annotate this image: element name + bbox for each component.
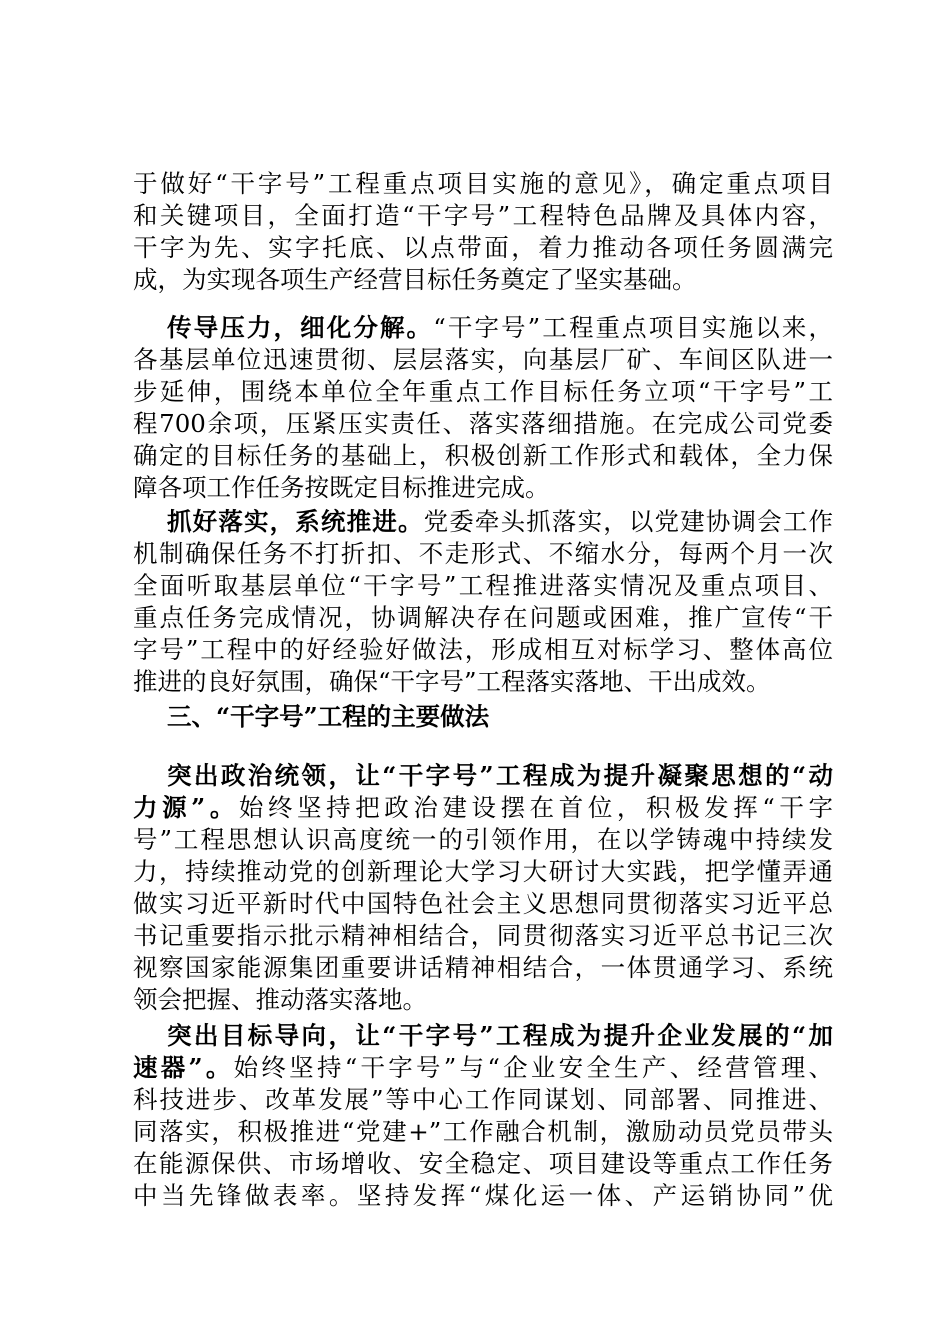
text-line: 成，为实现各项生产经营目标任务奠定了坚实基础。	[133, 265, 697, 294]
text-line	[133, 312, 833, 344]
text-line: 障各项工作任务按既定目标推进完成。	[133, 473, 550, 502]
text-line: 重点任务完成情况，协调解决存在问题或困难，推广宣传“干	[133, 603, 833, 632]
paragraph-5	[133, 1020, 833, 1212]
text-line: 和关键项目，全面打造“干字号”工程特色品牌及具体内容，	[133, 201, 833, 230]
text-line: 科技进步、改革发展”等中心工作同谋划、同部署、同推进、	[133, 1085, 833, 1114]
text-line: 于做好“干字号”工程重点项目实施的意见》，确定重点项目	[133, 169, 833, 198]
paragraph-lead: 速器”。	[133, 1053, 234, 1082]
paragraph-4	[133, 760, 833, 1016]
text-line: 程700余项，压紧压实责任、落实落细措施。在完成公司党委	[133, 409, 833, 438]
text-run: “干字号”工程重点项目实施以来，	[433, 313, 833, 342]
text-line: 领会把握、推动落实落地。	[133, 985, 427, 1014]
paragraph-2	[133, 312, 833, 504]
text-line: 书记重要指示批示精神相结合，同贯彻落实习近平总书记三次	[133, 921, 833, 950]
text-line: 在能源保供、市场增收、安全稳定、项目建设等重点工作任务	[133, 1149, 833, 1178]
text-line: 推进的良好氛围，确保“干字号”工程落实落地、干出成效。	[133, 667, 771, 696]
text-line: 确定的目标任务的基础上，积极创新工作形式和载体，全力保	[133, 441, 833, 470]
text-run: 始终坚持把政治建设摆在首位，积极发挥“干字	[238, 793, 833, 822]
text-line: 中当先锋做表率。坚持发挥“煤化运一体、产运销协同”优	[133, 1181, 833, 1210]
text-line: 全面听取基层单位“干字号”工程推进落实情况及重点项目、	[133, 571, 833, 600]
text-line: 同落实，积极推进“党建+”工作融合机制，激励动员党员带头	[133, 1117, 833, 1146]
text-line: 力，持续推动党的创新理论大学习大研讨大实践，把学懂弄通	[133, 857, 833, 886]
text-line	[133, 506, 833, 538]
text-line: 机制确保任务不打折扣、不走形式、不缩水分，每两个月一次	[133, 539, 833, 568]
paragraph-lead: 抓好落实，系统推进。	[167, 507, 424, 536]
text-line	[133, 1052, 833, 1084]
text-line: 干字为先、实字托底、以点带面，着力推动各项任务圆满完	[133, 233, 833, 262]
text-line	[133, 792, 833, 824]
text-line: 视察国家能源集团重要讲话精神相结合，一体贯通学习、系统	[133, 953, 833, 982]
paragraph-lead: 传导压力，细化分解。	[167, 313, 434, 342]
paragraph-lead: 力源”。	[133, 793, 239, 822]
text-line: 各基层单位迅速贯彻、层层落实，向基层厂矿、车间区队进一	[133, 345, 833, 374]
text-run: 始终坚持“干字号”与“企业安全生产、经营管理、	[233, 1053, 833, 1082]
text-line: 号”工程思想认识高度统一的引领作用，在以学铸魂中持续发	[133, 825, 833, 854]
paragraph-1	[133, 168, 833, 296]
text-line: 做实习近平新时代中国特色社会主义思想同贯彻落实习近平总	[133, 889, 833, 918]
text-line: 步延伸，围绕本单位全年重点工作目标任务立项“干字号”工	[133, 377, 833, 406]
section-heading: 三、“干字号”工程的主要做法	[167, 702, 490, 731]
text-line: 突出目标导向，让“干字号”工程成为提升企业发展的“加	[167, 1021, 833, 1050]
paragraph-3	[133, 506, 833, 698]
text-run: 党委牵头抓落实，以党建协调会工作	[423, 507, 833, 536]
text-line: 字号”工程中的好经验好做法，形成相互对标学习、整体高位	[133, 635, 833, 664]
text-line: 突出政治统领，让“干字号”工程成为提升凝聚思想的“动	[167, 761, 833, 790]
